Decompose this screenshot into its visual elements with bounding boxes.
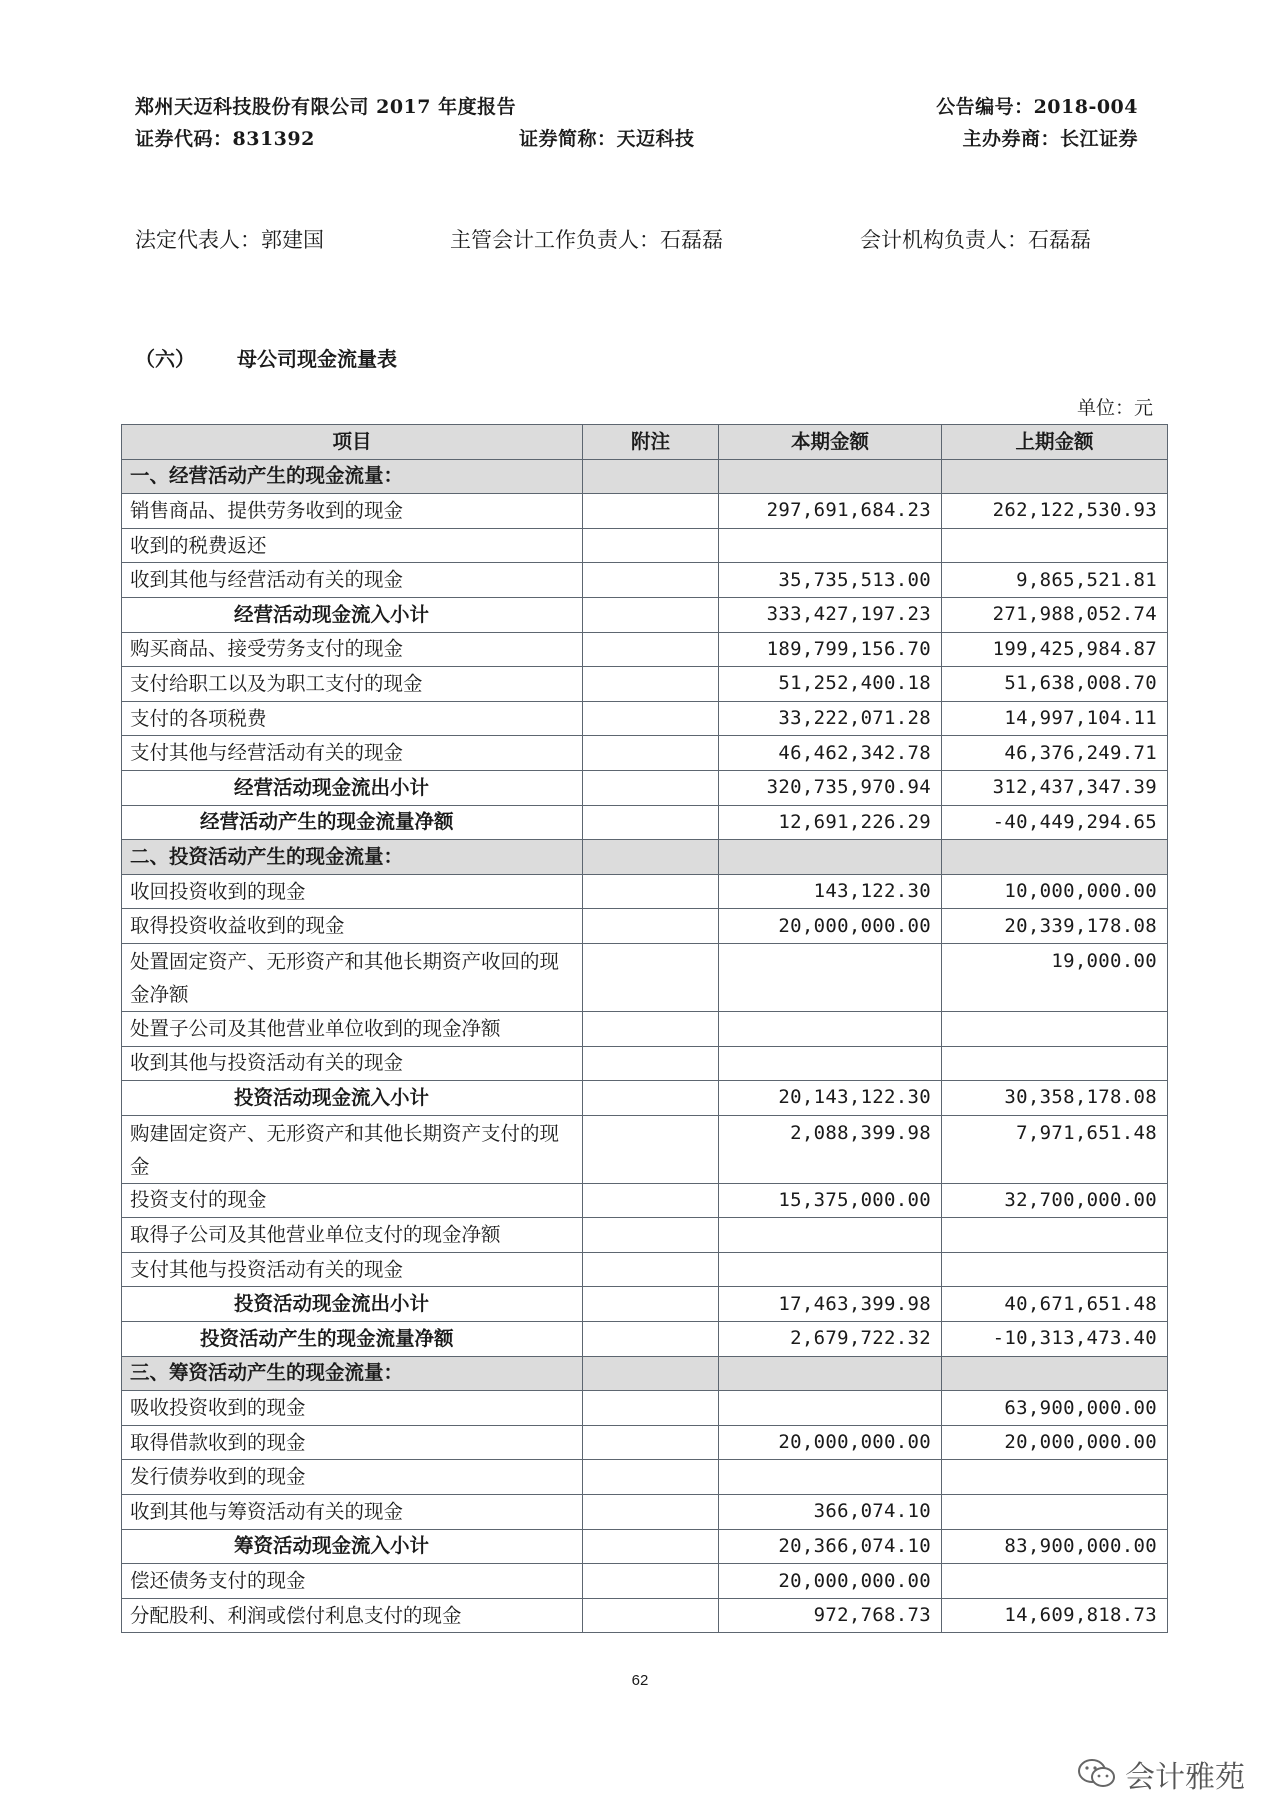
table-header-row	[122, 425, 1168, 460]
cell-item: 收到其他与投资活动有关的现金	[122, 1046, 583, 1081]
cell-note	[583, 1391, 719, 1426]
cash-flow-table	[121, 424, 1168, 1633]
table-row	[122, 1564, 1168, 1599]
report-header-line-1	[135, 92, 1138, 119]
legal-representative: 法定代表人：郭建国	[135, 228, 324, 252]
cell-prior-amount: 14,997,104.11	[942, 701, 1168, 736]
table-row	[122, 1425, 1168, 1460]
section-heading	[135, 343, 397, 372]
cell-prior-amount: 51,638,008.70	[942, 667, 1168, 702]
cell-note	[583, 632, 719, 667]
cell-prior-amount	[942, 1218, 1168, 1253]
cell-prior-amount: 19,000.00	[942, 943, 1168, 1011]
cell-note	[583, 701, 719, 736]
cell-prior-amount: 271,988,052.74	[942, 597, 1168, 632]
cell-item: 投资活动现金流入小计	[122, 1081, 583, 1116]
table-row	[122, 1391, 1168, 1426]
cell-prior-amount: 32,700,000.00	[942, 1183, 1168, 1218]
cell-item: 二、投资活动产生的现金流量：	[122, 840, 583, 875]
cell-note	[583, 909, 719, 944]
cell-current-amount: 320,735,970.94	[719, 770, 942, 805]
cell-current-amount: 51,252,400.18	[719, 667, 942, 702]
cell-prior-amount: -10,313,473.40	[942, 1322, 1168, 1357]
cell-current-amount: 35,735,513.00	[719, 563, 942, 598]
cell-note	[583, 943, 719, 1011]
cell-item: 发行债券收到的现金	[122, 1460, 583, 1495]
cell-item: 筹资活动现金流入小计	[122, 1529, 583, 1564]
report-header-line-2	[135, 124, 1138, 151]
table-row	[122, 1046, 1168, 1081]
cell-item: 取得借款收到的现金	[122, 1425, 583, 1460]
cell-note	[583, 1183, 719, 1218]
cell-prior-amount	[942, 459, 1168, 494]
table-row	[122, 563, 1168, 598]
cell-note	[583, 1252, 719, 1287]
cell-prior-amount	[942, 528, 1168, 563]
cell-prior-amount	[942, 840, 1168, 875]
unit-label: 单位：元	[1076, 397, 1153, 419]
cell-item: 销售商品、提供劳务收到的现金	[122, 494, 583, 529]
table-row	[122, 701, 1168, 736]
cell-current-amount: 33,222,071.28	[719, 701, 942, 736]
cell-note	[583, 1218, 719, 1253]
cell-item: 收到的税费返还	[122, 528, 583, 563]
section-number: （六）	[135, 347, 195, 371]
watermark	[1077, 1752, 1245, 1796]
cell-current-amount	[719, 943, 942, 1011]
cell-current-amount: 333,427,197.23	[719, 597, 942, 632]
cell-prior-amount: 262,122,530.93	[942, 494, 1168, 529]
cell-item: 经营活动现金流入小计	[122, 597, 583, 632]
cell-note	[583, 1564, 719, 1599]
cell-current-amount	[719, 1460, 942, 1495]
cell-note	[583, 1011, 719, 1046]
cell-current-amount	[719, 1252, 942, 1287]
cell-prior-amount	[942, 1046, 1168, 1081]
table-row	[122, 1460, 1168, 1495]
table-row	[122, 459, 1168, 494]
page-number: 62	[631, 1672, 649, 1689]
table-row	[122, 528, 1168, 563]
cell-item: 投资活动产生的现金流量净额	[122, 1322, 583, 1357]
cell-note	[583, 597, 719, 632]
cell-current-amount	[719, 1011, 942, 1046]
cell-item: 三、筹资活动产生的现金流量：	[122, 1356, 583, 1391]
cell-item: 处置子公司及其他营业单位收到的现金净额	[122, 1011, 583, 1046]
cell-item: 一、经营活动产生的现金流量：	[122, 459, 583, 494]
cell-item: 处置固定资产、无形资产和其他长期资产收回的现金净额	[122, 943, 583, 1011]
cell-prior-amount: 199,425,984.87	[942, 632, 1168, 667]
cell-current-amount: 2,679,722.32	[719, 1322, 942, 1357]
table-row	[122, 909, 1168, 944]
table-row	[122, 632, 1168, 667]
cell-current-amount	[719, 1218, 942, 1253]
cell-current-amount	[719, 528, 942, 563]
accounting-head: 主管会计工作负责人：石磊磊	[450, 228, 723, 252]
cell-item: 购建固定资产、无形资产和其他长期资产支付的现金	[122, 1115, 583, 1183]
cell-prior-amount: 83,900,000.00	[942, 1529, 1168, 1564]
table-row	[122, 874, 1168, 909]
cell-note	[583, 494, 719, 529]
cell-prior-amount	[942, 1495, 1168, 1530]
column-header-current: 本期金额	[719, 425, 942, 460]
table-row	[122, 1011, 1168, 1046]
cell-prior-amount: 9,865,521.81	[942, 563, 1168, 598]
stock-abbreviation: 证券简称：天迈科技	[519, 128, 695, 150]
table-row	[122, 597, 1168, 632]
cell-current-amount: 20,143,122.30	[719, 1081, 942, 1116]
cell-note	[583, 1425, 719, 1460]
cell-prior-amount	[942, 1252, 1168, 1287]
cell-note	[583, 1598, 719, 1633]
cell-note	[583, 563, 719, 598]
cell-item: 收回投资收到的现金	[122, 874, 583, 909]
table-row	[122, 1598, 1168, 1633]
cell-current-amount: 972,768.73	[719, 1598, 942, 1633]
cell-prior-amount	[942, 1011, 1168, 1046]
announcement-number: 公告编号：2018-004	[936, 96, 1138, 118]
cell-current-amount	[719, 1046, 942, 1081]
cell-note	[583, 667, 719, 702]
cell-item: 取得投资收益收到的现金	[122, 909, 583, 944]
cell-item: 偿还债务支付的现金	[122, 1564, 583, 1599]
cell-note	[583, 1046, 719, 1081]
table-row	[122, 943, 1168, 1011]
cell-item: 投资活动现金流出小计	[122, 1287, 583, 1322]
cell-item: 购买商品、接受劳务支付的现金	[122, 632, 583, 667]
cell-prior-amount	[942, 1356, 1168, 1391]
cell-note	[583, 805, 719, 840]
cell-note	[583, 770, 719, 805]
cell-prior-amount: 14,609,818.73	[942, 1598, 1168, 1633]
table-row	[122, 770, 1168, 805]
cell-item: 收到其他与经营活动有关的现金	[122, 563, 583, 598]
table-row	[122, 1252, 1168, 1287]
cell-item: 支付其他与经营活动有关的现金	[122, 736, 583, 771]
table-row	[122, 1115, 1168, 1183]
cell-note	[583, 1115, 719, 1183]
column-header-note: 附注	[583, 425, 719, 460]
cell-prior-amount: 63,900,000.00	[942, 1391, 1168, 1426]
cell-item: 吸收投资收到的现金	[122, 1391, 583, 1426]
cell-note	[583, 874, 719, 909]
table-row	[122, 667, 1168, 702]
cell-current-amount: 297,691,684.23	[719, 494, 942, 529]
watermark-text: 会计雅苑	[1125, 1761, 1245, 1794]
cell-current-amount	[719, 1391, 942, 1426]
cell-current-amount: 15,375,000.00	[719, 1183, 942, 1218]
company-report-title: 郑州天迈科技股份有限公司 2017 年度报告	[135, 96, 517, 118]
cell-prior-amount: 30,358,178.08	[942, 1081, 1168, 1116]
cell-prior-amount: 20,339,178.08	[942, 909, 1168, 944]
table-row	[122, 805, 1168, 840]
cell-note	[583, 459, 719, 494]
cell-note	[583, 1287, 719, 1322]
cell-note	[583, 1322, 719, 1357]
table-row	[122, 1183, 1168, 1218]
table-row	[122, 736, 1168, 771]
section-title: 母公司现金流量表	[237, 347, 397, 371]
stock-code: 证券代码：831392	[135, 128, 315, 150]
cell-note	[583, 840, 719, 875]
cell-current-amount: 20,000,000.00	[719, 1425, 942, 1460]
cell-note	[583, 1529, 719, 1564]
cell-prior-amount: 312,437,347.39	[942, 770, 1168, 805]
cell-prior-amount: 10,000,000.00	[942, 874, 1168, 909]
table-row	[122, 1322, 1168, 1357]
cell-current-amount: 20,366,074.10	[719, 1529, 942, 1564]
cell-current-amount: 2,088,399.98	[719, 1115, 942, 1183]
cell-prior-amount: 20,000,000.00	[942, 1425, 1168, 1460]
cell-item: 收到其他与筹资活动有关的现金	[122, 1495, 583, 1530]
wechat-icon	[1077, 1757, 1117, 1791]
cell-current-amount: 12,691,226.29	[719, 805, 942, 840]
cell-current-amount: 46,462,342.78	[719, 736, 942, 771]
cell-note	[583, 1081, 719, 1116]
cell-item: 分配股利、利润或偿付利息支付的现金	[122, 1598, 583, 1633]
table-row	[122, 840, 1168, 875]
cell-note	[583, 1356, 719, 1391]
column-header-prior: 上期金额	[942, 425, 1168, 460]
cell-note	[583, 528, 719, 563]
table-row	[122, 1529, 1168, 1564]
cell-current-amount	[719, 840, 942, 875]
table-row	[122, 1287, 1168, 1322]
cell-item: 投资支付的现金	[122, 1183, 583, 1218]
table-row	[122, 1081, 1168, 1116]
cell-current-amount: 20,000,000.00	[719, 909, 942, 944]
cash-flow-table-body	[122, 459, 1168, 1633]
cell-current-amount: 17,463,399.98	[719, 1287, 942, 1322]
cell-current-amount	[719, 1356, 942, 1391]
table-row	[122, 1356, 1168, 1391]
cell-prior-amount	[942, 1564, 1168, 1599]
cell-note	[583, 736, 719, 771]
accounting-institution-head: 会计机构负责人：石磊磊	[860, 228, 1091, 252]
sponsor-broker: 主办券商：长江证券	[962, 128, 1138, 150]
cell-note	[583, 1495, 719, 1530]
cell-item: 经营活动现金流出小计	[122, 770, 583, 805]
table-row	[122, 1218, 1168, 1253]
column-header-item: 项目	[122, 425, 583, 460]
cell-prior-amount: 7,971,651.48	[942, 1115, 1168, 1183]
cell-note	[583, 1460, 719, 1495]
cell-prior-amount: 46,376,249.71	[942, 736, 1168, 771]
cell-item: 经营活动产生的现金流量净额	[122, 805, 583, 840]
cell-item: 支付其他与投资活动有关的现金	[122, 1252, 583, 1287]
cell-prior-amount	[942, 1460, 1168, 1495]
cell-current-amount: 366,074.10	[719, 1495, 942, 1530]
cell-item: 支付给职工以及为职工支付的现金	[122, 667, 583, 702]
cell-prior-amount: -40,449,294.65	[942, 805, 1168, 840]
table-row	[122, 494, 1168, 529]
cell-prior-amount: 40,671,651.48	[942, 1287, 1168, 1322]
table-row	[122, 1495, 1168, 1530]
cell-current-amount: 189,799,156.70	[719, 632, 942, 667]
cell-current-amount: 20,000,000.00	[719, 1564, 942, 1599]
cell-item: 取得子公司及其他营业单位支付的现金净额	[122, 1218, 583, 1253]
cell-item: 支付的各项税费	[122, 701, 583, 736]
cell-current-amount	[719, 459, 942, 494]
cell-current-amount: 143,122.30	[719, 874, 942, 909]
